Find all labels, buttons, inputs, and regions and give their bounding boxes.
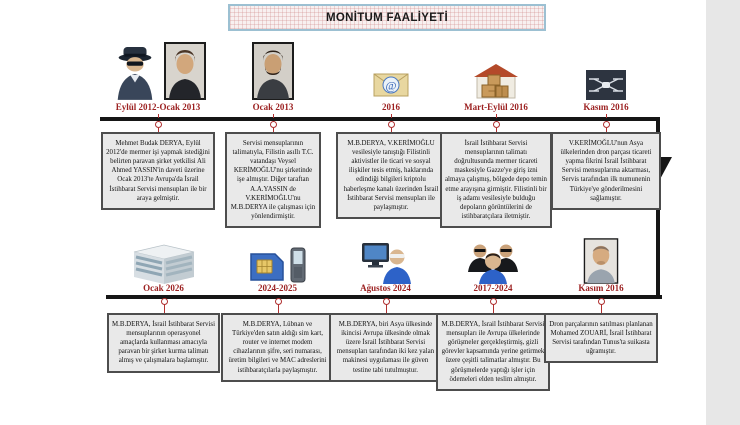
event-description: M.B.DERYA, İsrail İstihbarat Servisi mensuplarının operasyonel amaçlarda kullanması amacıyla paravan bir şirket kurma talimatı almış ve çalışmalara başlamıştır. bbox=[107, 313, 220, 373]
page-edge-strip bbox=[706, 0, 740, 425]
spy-icon bbox=[111, 44, 159, 100]
agents-group-icon bbox=[465, 242, 521, 284]
event-icons bbox=[440, 40, 552, 100]
event-icons bbox=[225, 40, 321, 100]
event-date: Ağustos 2024 bbox=[360, 283, 411, 293]
portrait-photo-icon bbox=[252, 42, 294, 100]
connector-line bbox=[386, 304, 387, 313]
connector-line bbox=[606, 114, 607, 118]
connector-line bbox=[164, 304, 165, 313]
event-date: 2024-2025 bbox=[258, 283, 297, 293]
event-icons bbox=[436, 238, 550, 284]
sim-card-icon bbox=[249, 246, 307, 284]
connector-line bbox=[391, 114, 392, 118]
event-date: Ocak 2026 bbox=[143, 283, 184, 293]
connector-dot bbox=[388, 121, 395, 128]
building-icon bbox=[129, 240, 199, 284]
event-bottom-3 bbox=[329, 238, 442, 424]
event-date: Kasım 2016 bbox=[583, 102, 629, 112]
connector-line bbox=[496, 114, 497, 118]
event-icons bbox=[551, 40, 661, 100]
connector-line bbox=[493, 304, 494, 313]
connector-line bbox=[158, 114, 159, 118]
title-box bbox=[228, 4, 546, 31]
warehouse-icon bbox=[473, 62, 519, 100]
connector-dot bbox=[270, 121, 277, 128]
connector-line bbox=[601, 304, 602, 313]
event-bottom-4 bbox=[436, 238, 550, 424]
connector-line bbox=[273, 114, 274, 118]
event-description: Mehmet Budak DERYA, Eylül 2012'de mermer işi yapmak istediğini belirten paravan şirket yetkilisi Ali Ahmed YASSIN'in daveti üzerine Ocak 2013'te Avrupa'da İsrail İstihbarat Servisi mensupları ile bir araya gelmiştir. bbox=[101, 132, 215, 210]
connector-dot bbox=[155, 121, 162, 128]
event-date: 2016 bbox=[382, 102, 400, 112]
event-icons bbox=[544, 238, 658, 284]
connector-dot bbox=[603, 121, 610, 128]
event-icons bbox=[101, 40, 215, 100]
event-bottom-5 bbox=[544, 238, 658, 424]
event-description: M.B.DERYA, V.KERİMOĞLU vesilesiyle tanıştığı Filistinli aktivistler ile ticari ve sosyal ilişkiler tesis etmiş, haklarında edindiği bilgileri kriptolu haberleşme kanalı üzerinden İsrail İstihbarat Servisi mensupları ile paylaşmıştır. bbox=[336, 132, 446, 219]
event-top-5 bbox=[551, 40, 661, 230]
event-top-4 bbox=[440, 40, 552, 230]
page-title: MONİTUM FAALİYETİ bbox=[325, 11, 448, 24]
event-top-1 bbox=[101, 40, 215, 230]
event-description: Servisi mensuplarının talimatıyla, Filistin asıllı T.C. vatandaşı Veysel KERİMOĞLU'nu şirketinde işe almıştır. Diğer taraftan A.A.YASSIN de V.KERİMOĞLU'nu M.B.DERYA ile çalışması için yönlendirmiştir. bbox=[225, 132, 321, 228]
event-date: 2017-2024 bbox=[473, 283, 513, 293]
event-description: İsrail İstihbarat Servisi mensuplarının talimatı doğrultusunda mermer ticareti maskesiyle Gazze'ye giriş izni almaya çalışmış, bölgede depo temin etme arayışına girmiştir. Filistinli bir iş adamı vesilesiyle bulduğu depoların görüntülerini de istihbaratçılara iletmiştir. bbox=[440, 132, 552, 228]
event-description: M.B.DERYA, İsrail İstihbarat Servisi mensupları ile Avrupa ülkelerinde görüşmeler gerçekleştirmiş, gizli görevler kapsamında yerine getirmek üzere çeşitli talimatlar almıştır. Bu görüşmelerde yaptığı işler için ödemeleri elden teslim almıştır. bbox=[436, 313, 550, 391]
event-top-3 bbox=[336, 40, 446, 230]
connector-dot bbox=[493, 121, 500, 128]
connector-line bbox=[278, 304, 279, 313]
event-top-2 bbox=[225, 40, 321, 230]
event-date: Kasım 2016 bbox=[578, 283, 624, 293]
event-date: Eylül 2012-Ocak 2013 bbox=[115, 102, 201, 112]
event-description: M.B.DERYA, Lübnan ve Türkiye'den satın aldığı sim kart, router ve internet modem cihazlarının şifre, seri numarası, üretim bilgileri ve MAC adreslerini istihbaratçılarla paylaşmıştır. bbox=[221, 313, 334, 382]
event-bottom-1 bbox=[107, 238, 220, 424]
event-date: Mart-Eylül 2016 bbox=[464, 102, 528, 112]
event-bottom-2 bbox=[221, 238, 334, 424]
event-icons bbox=[329, 238, 442, 284]
event-description: V.KERİMOĞLU'nun Asya ülkelerinden dron parçası ticareti yapma fikrini İsrail İstihbarat Servisi mensuplarına aktarması, Servis tarafından ilk numunenin Türkiye'ye gönderilmesini sağlamıştır. bbox=[551, 132, 661, 210]
event-icons bbox=[107, 238, 220, 284]
portrait-photo-icon bbox=[582, 238, 620, 284]
email-icon bbox=[373, 70, 409, 100]
event-description: Dron parçalarının satılması planlanan Mohamed ZOUARİ, İsrail İstihbarat Servisi tarafından Tunus'ta suikasta uğramıştır. bbox=[544, 313, 658, 363]
event-date: Ocak 2013 bbox=[252, 102, 294, 112]
event-icons bbox=[336, 40, 446, 100]
computer-user-icon bbox=[361, 240, 411, 284]
event-icons bbox=[221, 238, 334, 284]
drone-icon bbox=[586, 70, 626, 100]
event-description: M.B.DERYA, biri Asya ülkesinde ikincisi Avrupa ülkesinde olmak üzere İsrail İstihbarat Servisi mensupları tarafından iki kez yalan makinesi uygulaması ile güven testine tabi tutulmuştur. bbox=[329, 313, 442, 382]
portrait-photo-icon bbox=[164, 42, 206, 100]
svg-text:@: @ bbox=[385, 78, 397, 93]
